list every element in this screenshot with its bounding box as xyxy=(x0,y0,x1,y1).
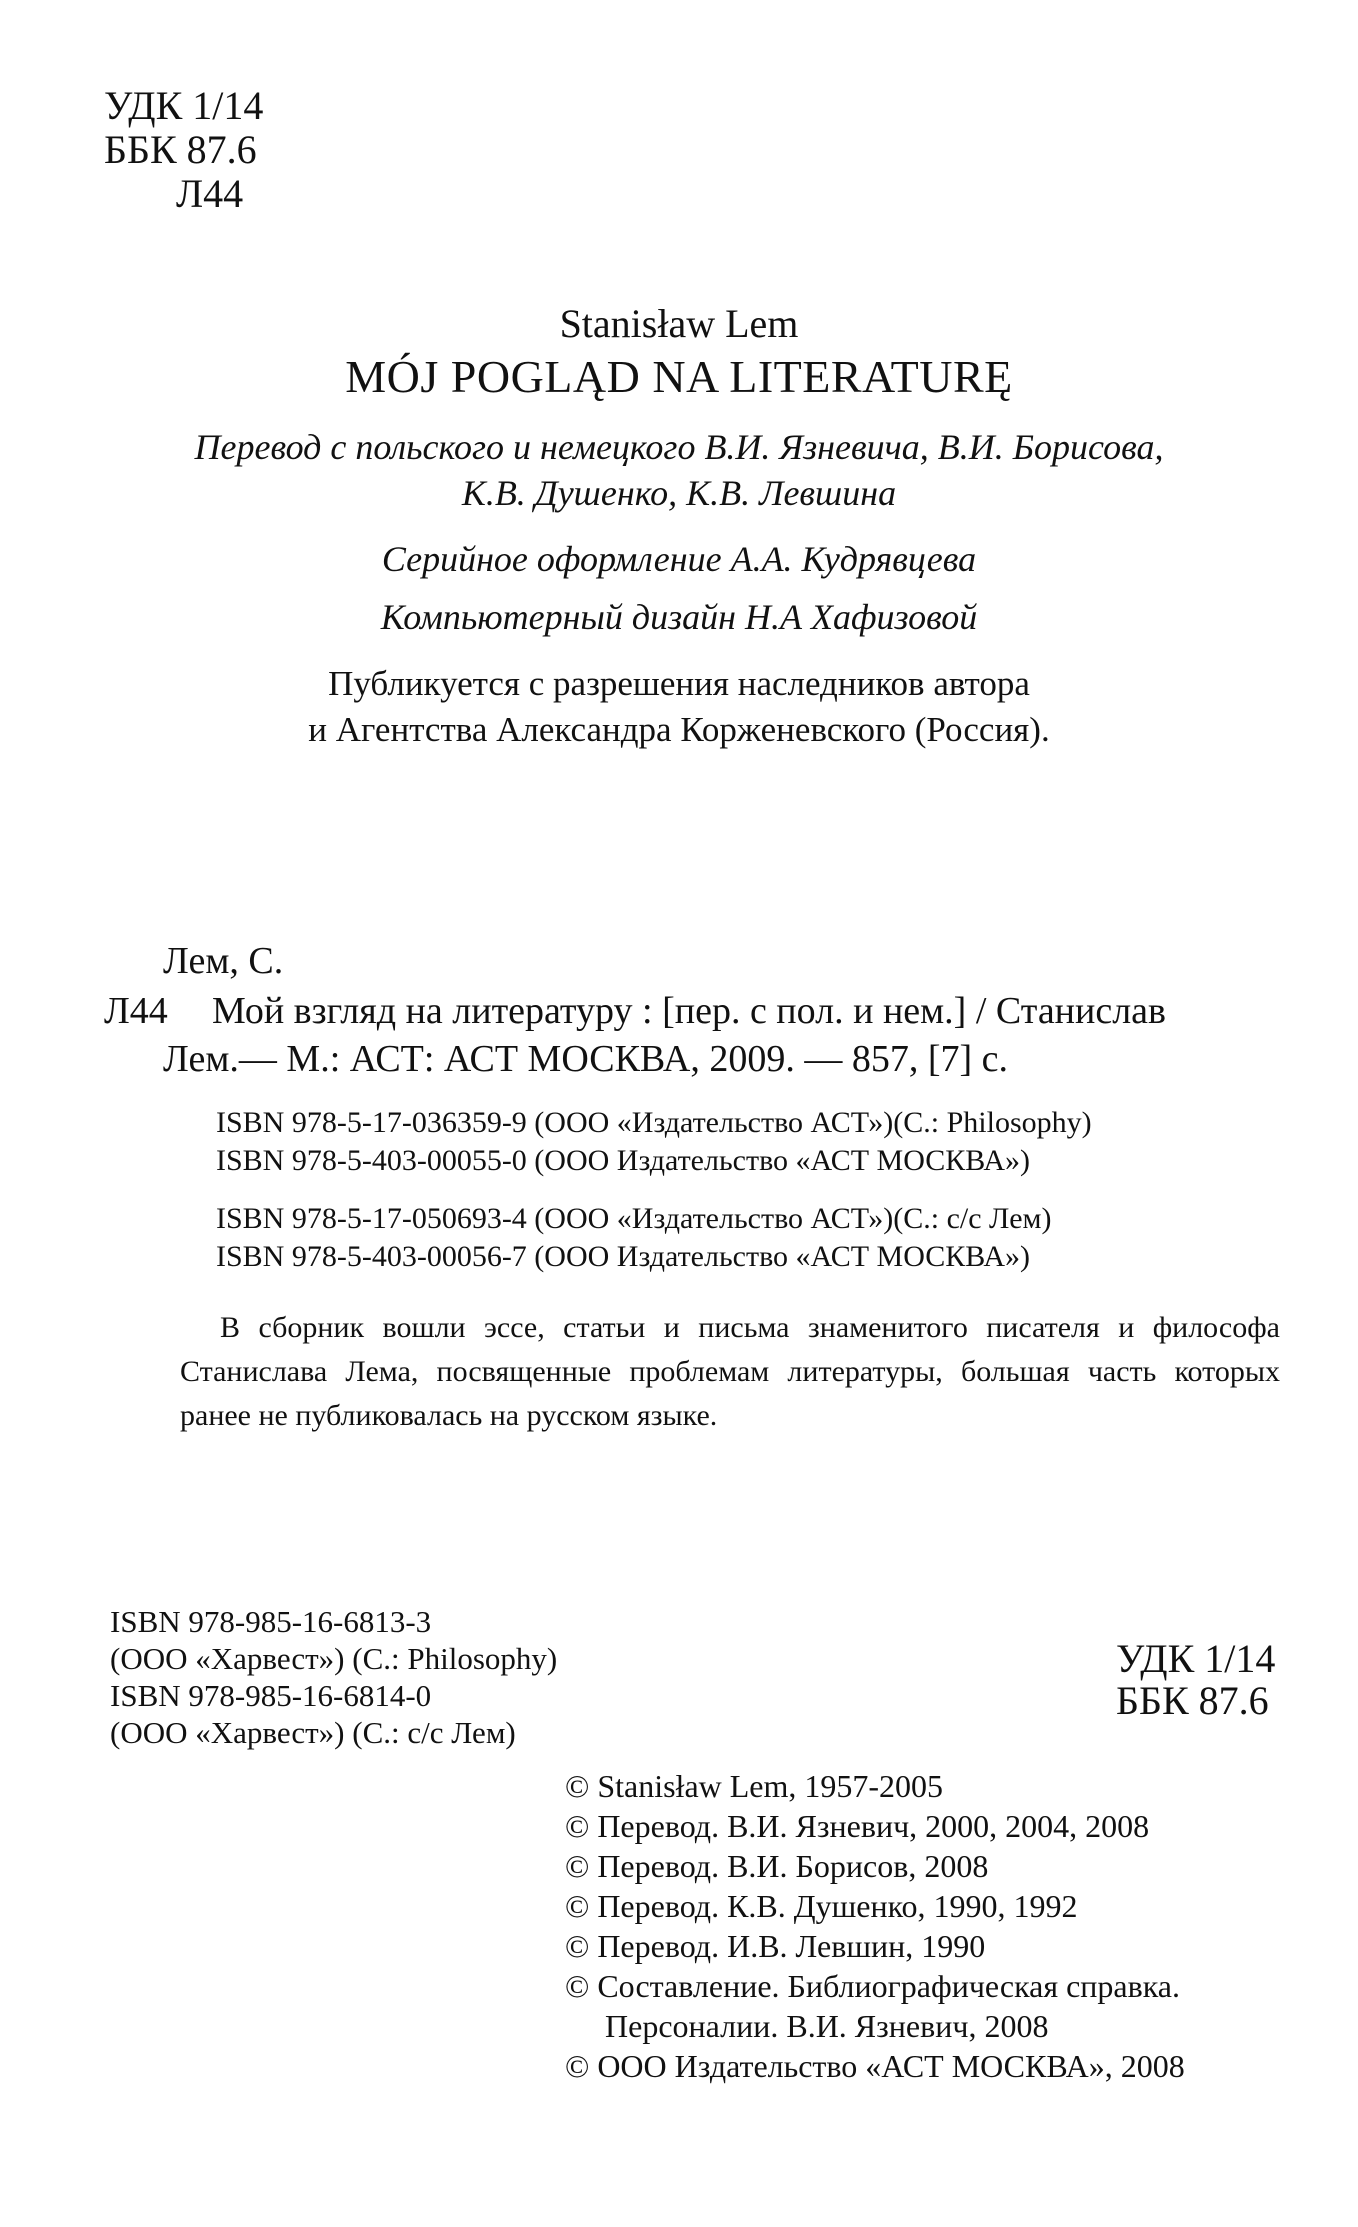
bibliographic-title-line2: Лем.— М.: АСТ: АСТ МОСКВА, 2009. — 857, [7] с. xyxy=(163,1038,1008,1080)
copyright-line: © Stanisław Lem, 1957-2005 xyxy=(565,1768,944,1804)
permission-line2: и Агентства Александра Корженевского (Россия). xyxy=(308,710,1050,749)
bbk-code: ББК 87.6 xyxy=(1116,1678,1269,1723)
original-title: MÓJ POGLĄD NA LITERATURĘ xyxy=(345,351,1013,402)
author-mark: Л44 xyxy=(176,171,244,216)
isbn-line: ISBN 978-5-403-00056-7 (ООО Издательство «АСТ МОСКВА») xyxy=(216,1240,1031,1273)
copyright-line: © ООО Издательство «АСТ МОСКВА», 2008 xyxy=(565,2048,1185,2084)
bbk-code: ББК 87.6 xyxy=(104,127,257,172)
harvest-isbn-line: (ООО «Харвест») (С.: с/с Лем) xyxy=(110,1715,516,1750)
original-author: Stanisław Lem xyxy=(559,301,799,346)
copyright-line: © Составление. Библиографическая справка. xyxy=(565,1968,1180,2004)
bibliographic-code: Л44 xyxy=(104,990,168,1032)
annotation-paragraph: В сборник вошли эссе, статьи и письма знаменитого писателя и философа Станислава Лема, посвященные проблемам литературы, большая часть которых ранее не публиковалась на русском языке. xyxy=(180,1311,1280,1432)
harvest-isbn-line: ISBN 978-985-16-6814-0 xyxy=(110,1678,432,1713)
copyright-line: © Перевод. В.И. Борисов, 2008 xyxy=(565,1848,989,1884)
copyright-line: © Перевод. В.И. Язневич, 2000, 2004, 2008 xyxy=(565,1808,1150,1844)
classification-codes-bottom xyxy=(1116,1638,1275,1722)
bibliographic-title-line1: Мой взгляд на литературу : [пер. с пол. и нем.] / Станислав xyxy=(212,990,1166,1032)
harvest-isbn-line: ISBN 978-985-16-6813-3 xyxy=(110,1604,432,1639)
bibliographic-author: Лем, С. xyxy=(163,940,284,982)
computer-design-credit: Компьютерный дизайн Н.А Хафизовой xyxy=(380,597,978,637)
copyright-line: © Перевод. И.В. Левшин, 1990 xyxy=(565,1928,986,1964)
translation-credit-line1: Перевод с польского и немецкого В.И. Язневича, В.И. Борисова, xyxy=(194,427,1164,467)
isbn-line: ISBN 978-5-403-00055-0 (ООО Издательство «АСТ МОСКВА») xyxy=(216,1144,1031,1177)
translation-credit-line2: К.В. Душенко, К.В. Левшина xyxy=(461,473,897,513)
series-design-credit: Серийное оформление А.А. Кудрявцева xyxy=(381,539,977,579)
copyright-line: © Перевод. К.В. Душенко, 1990, 1992 xyxy=(565,1888,1078,1924)
classification-codes-top xyxy=(104,84,263,216)
udk-code: УДК 1/14 xyxy=(104,83,264,128)
copyright-line-continuation: Персоналии. В.И. Язневич, 2008 xyxy=(605,2008,1049,2044)
permission-line1: Публикуется с разрешения наследников автора xyxy=(328,664,1030,703)
harvest-isbn-line: (ООО «Харвест») (С.: Philosophy) xyxy=(110,1641,558,1676)
isbn-line: ISBN 978-5-17-036359-9 (ООО «Издательство АСТ»)(С.: Philosophy) xyxy=(216,1106,1092,1139)
isbn-line: ISBN 978-5-17-050693-4 (ООО «Издательство АСТ»)(С.: с/с Лем) xyxy=(216,1202,1052,1235)
udk-code: УДК 1/14 xyxy=(1116,1636,1276,1681)
